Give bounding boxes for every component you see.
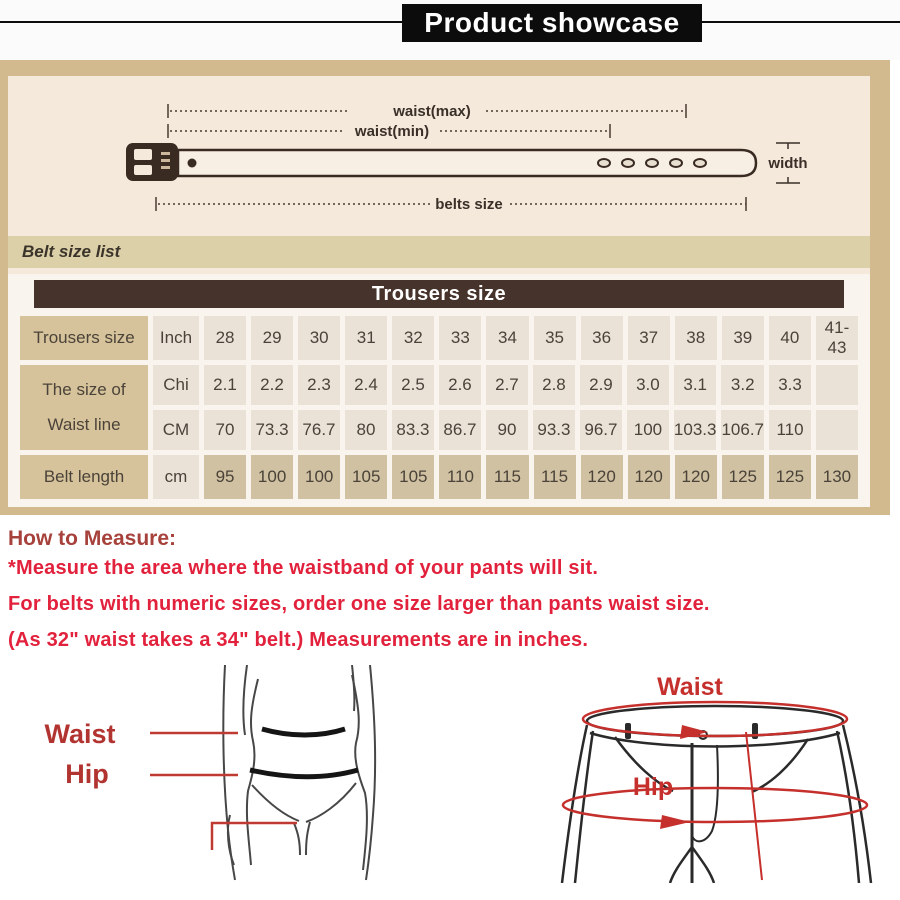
table-cell-empty <box>816 410 858 450</box>
table-cell: 125 <box>769 455 811 499</box>
waist-red-ellipse <box>583 702 847 739</box>
table-cell: 33 <box>439 316 481 360</box>
table-cell: 40 <box>769 316 811 360</box>
width-label: width <box>768 155 808 172</box>
table-cell: 2.8 <box>533 365 575 405</box>
belt-diagram <box>8 86 870 224</box>
pants-waist-label: Waist <box>657 673 723 701</box>
table-cell: 2.1 <box>204 365 246 405</box>
table-cell: 120 <box>628 455 670 499</box>
body-diagram <box>0 665 460 883</box>
how-to-measure-section <box>0 515 900 652</box>
row-label-line2: Waist line <box>47 414 121 434</box>
table-rows-waist <box>20 365 858 450</box>
trousers-size-heading: Trousers size <box>34 280 844 308</box>
table-cell: 2.6 <box>439 365 481 405</box>
hip-red-ellipse <box>563 788 867 829</box>
hip-band <box>250 770 358 777</box>
row-label: Trousers size <box>20 316 148 360</box>
table-cell: 83.3 <box>392 410 434 450</box>
waist-min-label: waist(min) <box>354 123 430 140</box>
row-label-waist <box>20 365 148 450</box>
side-red-line <box>746 732 762 880</box>
pants-hip-label: Hip <box>632 773 674 801</box>
table-cell: 41-43 <box>816 316 858 360</box>
table-cell: 105 <box>392 455 434 499</box>
row-unit: CM <box>153 410 199 450</box>
table-cell: 3.0 <box>627 365 669 405</box>
table-cell: 96.7 <box>580 410 622 450</box>
table-cell: 76.7 <box>298 410 340 450</box>
table-cell: 73.3 <box>251 410 293 450</box>
table-cell: 125 <box>722 455 764 499</box>
table-cell: 93.3 <box>533 410 575 450</box>
table-cell: 70 <box>204 410 246 450</box>
measurement-diagrams <box>0 665 900 883</box>
showcase-frame <box>0 60 890 515</box>
table-cell: 36 <box>581 316 623 360</box>
pants-diagram <box>540 665 900 883</box>
table-cell: 2.7 <box>486 365 528 405</box>
table-cell: 2.9 <box>580 365 622 405</box>
body-hip-label: Hip <box>65 759 109 789</box>
body-waist-label: Waist <box>44 719 116 749</box>
belt-size-list-heading: Belt size list <box>8 236 870 268</box>
waist-values-grid <box>153 365 858 450</box>
page-header <box>0 0 900 60</box>
table-cell: 29 <box>251 316 293 360</box>
table-cell: 31 <box>345 316 387 360</box>
table-cell: 38 <box>675 316 717 360</box>
table-cell: 110 <box>439 455 481 499</box>
table-cell: 37 <box>628 316 670 360</box>
measure-note-3: (As 32" waist takes a 34" belt.) Measurements are in inches. <box>8 629 589 651</box>
table-cell-empty <box>816 365 858 405</box>
table-cell: 120 <box>581 455 623 499</box>
measure-note-1: *Measure the area where the waistband of your pants will sit. <box>8 557 599 579</box>
table-cell: 100 <box>298 455 340 499</box>
table-cell: 115 <box>486 455 528 499</box>
row-unit: cm <box>153 455 199 499</box>
row-unit: Inch <box>153 316 199 360</box>
table-cell: 106.7 <box>721 410 764 450</box>
pants-outline <box>562 706 871 883</box>
table-cell: 2.5 <box>392 365 434 405</box>
row-label: Belt length <box>20 455 148 499</box>
table-row-belt-length <box>20 455 858 499</box>
table-cell: 28 <box>204 316 246 360</box>
table-cell: 3.3 <box>769 365 811 405</box>
crotch-bracket <box>212 823 297 850</box>
table-cell: 110 <box>769 410 811 450</box>
table-cell: 120 <box>675 455 717 499</box>
table-cell: 2.3 <box>298 365 340 405</box>
table-cell: 2.2 <box>251 365 293 405</box>
table-row-trousers-size <box>20 316 858 360</box>
size-table-panel <box>8 274 870 507</box>
table-cell: 105 <box>345 455 387 499</box>
waist-band <box>262 729 345 735</box>
row-unit: Chi <box>153 365 199 405</box>
table-cell: 86.7 <box>439 410 481 450</box>
belts-size-label: belts size <box>435 196 503 213</box>
how-to-measure-heading: How to Measure: <box>8 527 177 550</box>
row-label-line1: The size of <box>42 380 126 400</box>
table-cell: 100 <box>627 410 669 450</box>
table-cell: 90 <box>486 410 528 450</box>
table-cell: 3.2 <box>721 365 764 405</box>
measure-note-2: For belts with numeric sizes, order one size larger than pants waist size. <box>8 593 710 615</box>
table-cell: 35 <box>534 316 576 360</box>
belt-illustration <box>126 143 756 181</box>
table-cell: 100 <box>251 455 293 499</box>
table-cell: 2.4 <box>345 365 387 405</box>
table-cell: 130 <box>816 455 858 499</box>
table-cell: 3.1 <box>674 365 717 405</box>
table-cell: 115 <box>534 455 576 499</box>
table-cell: 39 <box>722 316 764 360</box>
waist-max-label: waist(max) <box>393 103 471 120</box>
table-cell: 30 <box>298 316 340 360</box>
table-cell: 103.3 <box>674 410 717 450</box>
table-cell: 95 <box>204 455 246 499</box>
table-cell: 32 <box>392 316 434 360</box>
table-cell: 80 <box>345 410 387 450</box>
table-cell: 34 <box>486 316 528 360</box>
page-title: Product showcase <box>402 4 702 42</box>
